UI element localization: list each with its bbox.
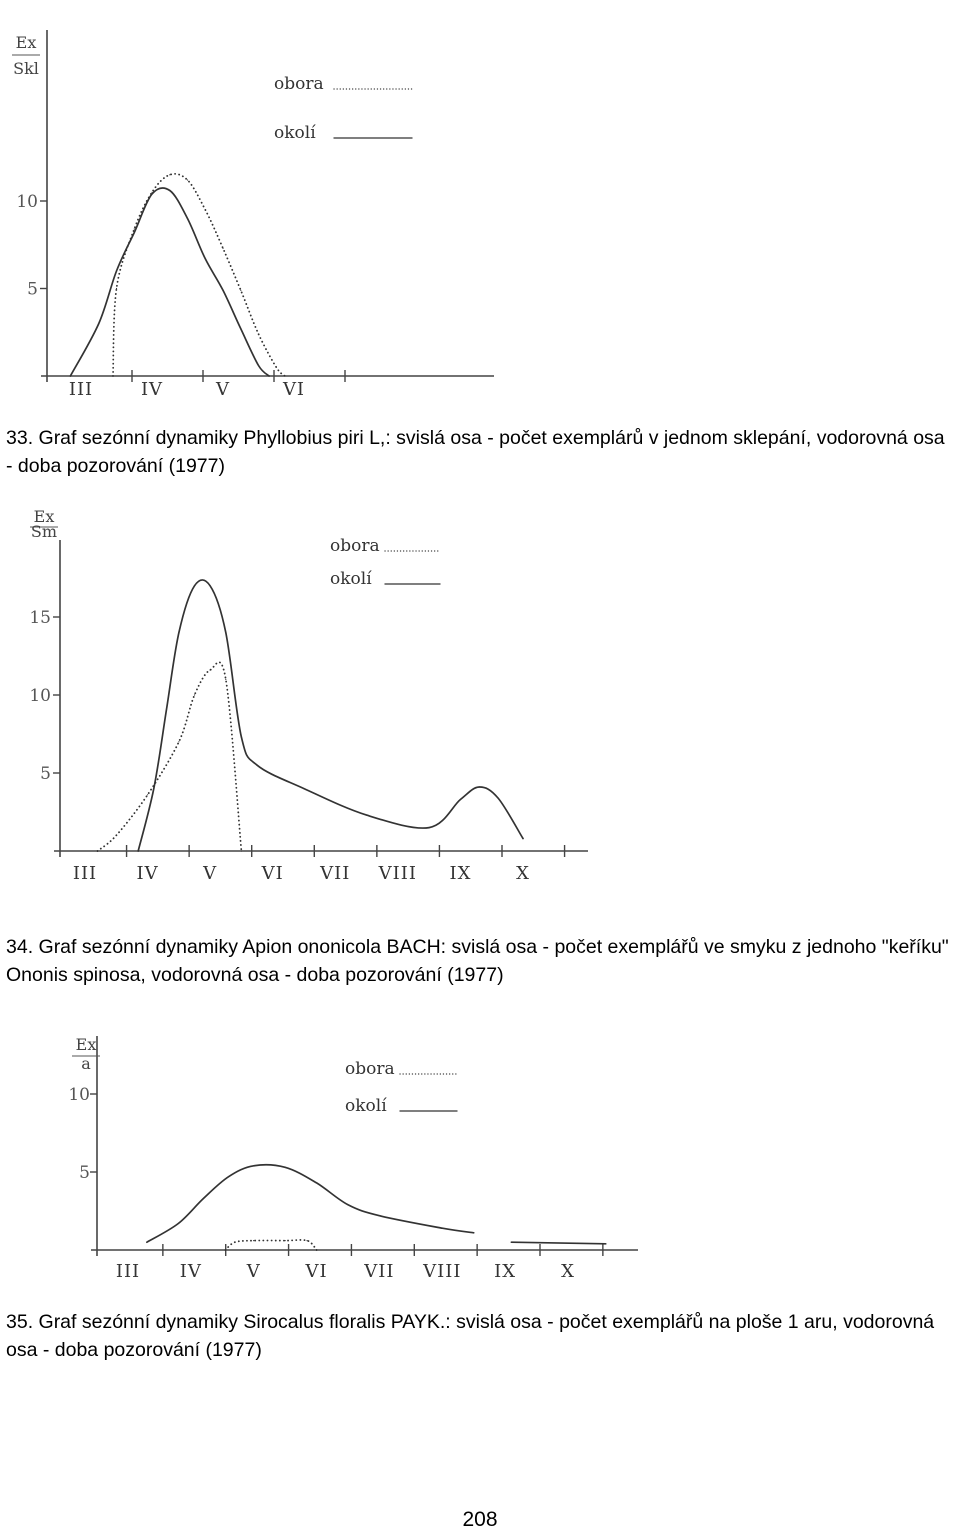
x-tick-label: VIII [423, 1261, 462, 1282]
series-line-okolí [138, 580, 523, 851]
legend-label-1: okolí [345, 1096, 387, 1116]
chart-35 [0, 1020, 960, 1290]
data-point [70, 375, 71, 376]
data-point [187, 179, 188, 180]
data-point [194, 694, 195, 695]
legend-label-0: obora [330, 536, 380, 556]
data-point [205, 258, 206, 259]
data-point [366, 815, 367, 816]
x-tick-label: V [246, 1261, 261, 1282]
data-point [222, 248, 223, 249]
y-unit-denominator: Skl [13, 59, 39, 78]
data-point [303, 788, 304, 789]
legend-label-1: okolí [330, 569, 372, 589]
data-point [203, 1198, 204, 1199]
x-tick-label: III [68, 379, 94, 400]
data-point [134, 232, 135, 233]
caption-33: 33. Graf sezónní dynamiky Phyllobius piri L,: svislá osa - počet exemplárů v jednom sklepání, vodorovná osa - doba pozorování (1977) [6, 427, 945, 477]
data-point [284, 375, 285, 376]
data-point [497, 797, 498, 798]
x-tick-label: III [72, 863, 98, 884]
series-line-okolí [70, 188, 269, 376]
y-tick-label: 5 [40, 764, 51, 784]
x-tick-label: IV [179, 1261, 202, 1282]
x-tick-label: VI [261, 863, 284, 884]
data-point [253, 1240, 254, 1241]
chart-33 [0, 0, 960, 410]
y-tick-label: 5 [27, 279, 38, 300]
y-tick-label: 10 [68, 1085, 90, 1105]
x-tick-label: VIII [378, 863, 418, 884]
x-tick-label: V [203, 863, 218, 884]
caption-34: 34. Graf sezónní dynamiky Apion ononicola BACH: svislá osa - počet exemplářů ve smyku z jednoho "keříku" Ononis spinosa, vodorovná osa - doba pozorování (1977) [6, 936, 949, 986]
x-tick-label: VI [305, 1261, 328, 1282]
data-point [479, 786, 480, 787]
data-point [147, 794, 148, 795]
legend-label-0: obora [345, 1059, 395, 1079]
y-tick-label: 5 [79, 1163, 90, 1183]
x-tick-label: VI [282, 379, 306, 400]
data-point [253, 1165, 254, 1166]
data-point [429, 827, 430, 828]
y-unit-numerator: Ex [15, 33, 37, 52]
data-point [258, 365, 259, 366]
x-tick-label: V [216, 379, 230, 400]
data-point [205, 209, 206, 210]
data-point [194, 585, 195, 586]
chart-35-plot [0, 1020, 960, 1290]
data-point [153, 788, 154, 789]
x-tick-label: X [561, 1261, 575, 1282]
data-point [178, 632, 179, 633]
data-point [442, 1228, 443, 1229]
data-point [240, 328, 241, 329]
caption-35: 35. Graf sezónní dynamiky Sirocalus floralis PAYK.: svislá osa - počet exemplářů na ploše 1 aru, vodorovná osa - doba pozorování (1977) [6, 1311, 935, 1361]
data-point [241, 737, 242, 738]
chart-34-plot [0, 495, 960, 895]
x-tick-label: VII [320, 863, 351, 884]
data-point [225, 632, 226, 633]
legend-label-1: okolí [274, 123, 316, 143]
data-point [112, 375, 113, 376]
series-line-okolí [147, 1165, 474, 1242]
data-point [228, 1176, 229, 1177]
data-point [178, 741, 179, 742]
data-point [178, 1223, 179, 1224]
data-point [134, 228, 135, 229]
data-point [187, 218, 188, 219]
data-point [116, 835, 117, 836]
x-tick-label: III [115, 1261, 141, 1282]
data-point [605, 1243, 606, 1244]
data-point [222, 290, 223, 291]
x-tick-label: IV [136, 863, 159, 884]
data-point [234, 1242, 235, 1243]
data-point [522, 838, 523, 839]
y-tick-label: 10 [29, 686, 51, 706]
series-line-extra [511, 1242, 605, 1244]
data-point [285, 1167, 286, 1168]
y-tick-label: 15 [29, 608, 51, 628]
series-line-obora [113, 174, 285, 376]
data-point [151, 193, 152, 194]
data-point [307, 1240, 308, 1241]
y-tick-label: 10 [16, 192, 38, 212]
data-point [116, 288, 117, 289]
data-point [97, 850, 98, 851]
data-point [225, 1249, 226, 1250]
data-point [240, 290, 241, 291]
chart-34 [0, 495, 960, 895]
data-point [116, 270, 117, 271]
data-point [98, 323, 99, 324]
x-tick-label: X [516, 863, 530, 884]
page-number: 208 [462, 1508, 498, 1531]
data-point [169, 190, 170, 191]
data-point [276, 367, 277, 368]
data-point [225, 679, 226, 680]
data-point [138, 850, 139, 851]
legend-label-0: obora [274, 74, 324, 94]
data-point [460, 799, 461, 800]
x-tick-label: IV [140, 379, 164, 400]
data-point [169, 174, 170, 175]
chart-33-plot [0, 0, 960, 410]
data-point [285, 1240, 286, 1241]
x-tick-label: IX [494, 1261, 517, 1282]
data-point [258, 333, 259, 334]
data-point [269, 375, 270, 376]
data-point [316, 1249, 317, 1250]
y-unit-numerator: Ex [75, 1035, 97, 1054]
data-point [347, 1204, 348, 1205]
data-point [241, 850, 242, 851]
data-point [210, 585, 211, 586]
data-point [473, 1232, 474, 1233]
data-point [210, 669, 211, 670]
data-point [166, 710, 167, 711]
data-point [316, 1182, 317, 1183]
data-point [379, 1215, 380, 1216]
data-point [146, 1242, 147, 1243]
data-point [257, 765, 258, 766]
x-tick-label: IX [449, 863, 472, 884]
data-point [511, 1242, 512, 1243]
x-tick-label: VII [364, 1261, 395, 1282]
y-unit-numerator: Ex [33, 507, 55, 526]
y-unit-denominator: a [81, 1054, 91, 1073]
series-line-obora [225, 1240, 316, 1250]
y-unit-denominator: Sm [30, 522, 58, 541]
